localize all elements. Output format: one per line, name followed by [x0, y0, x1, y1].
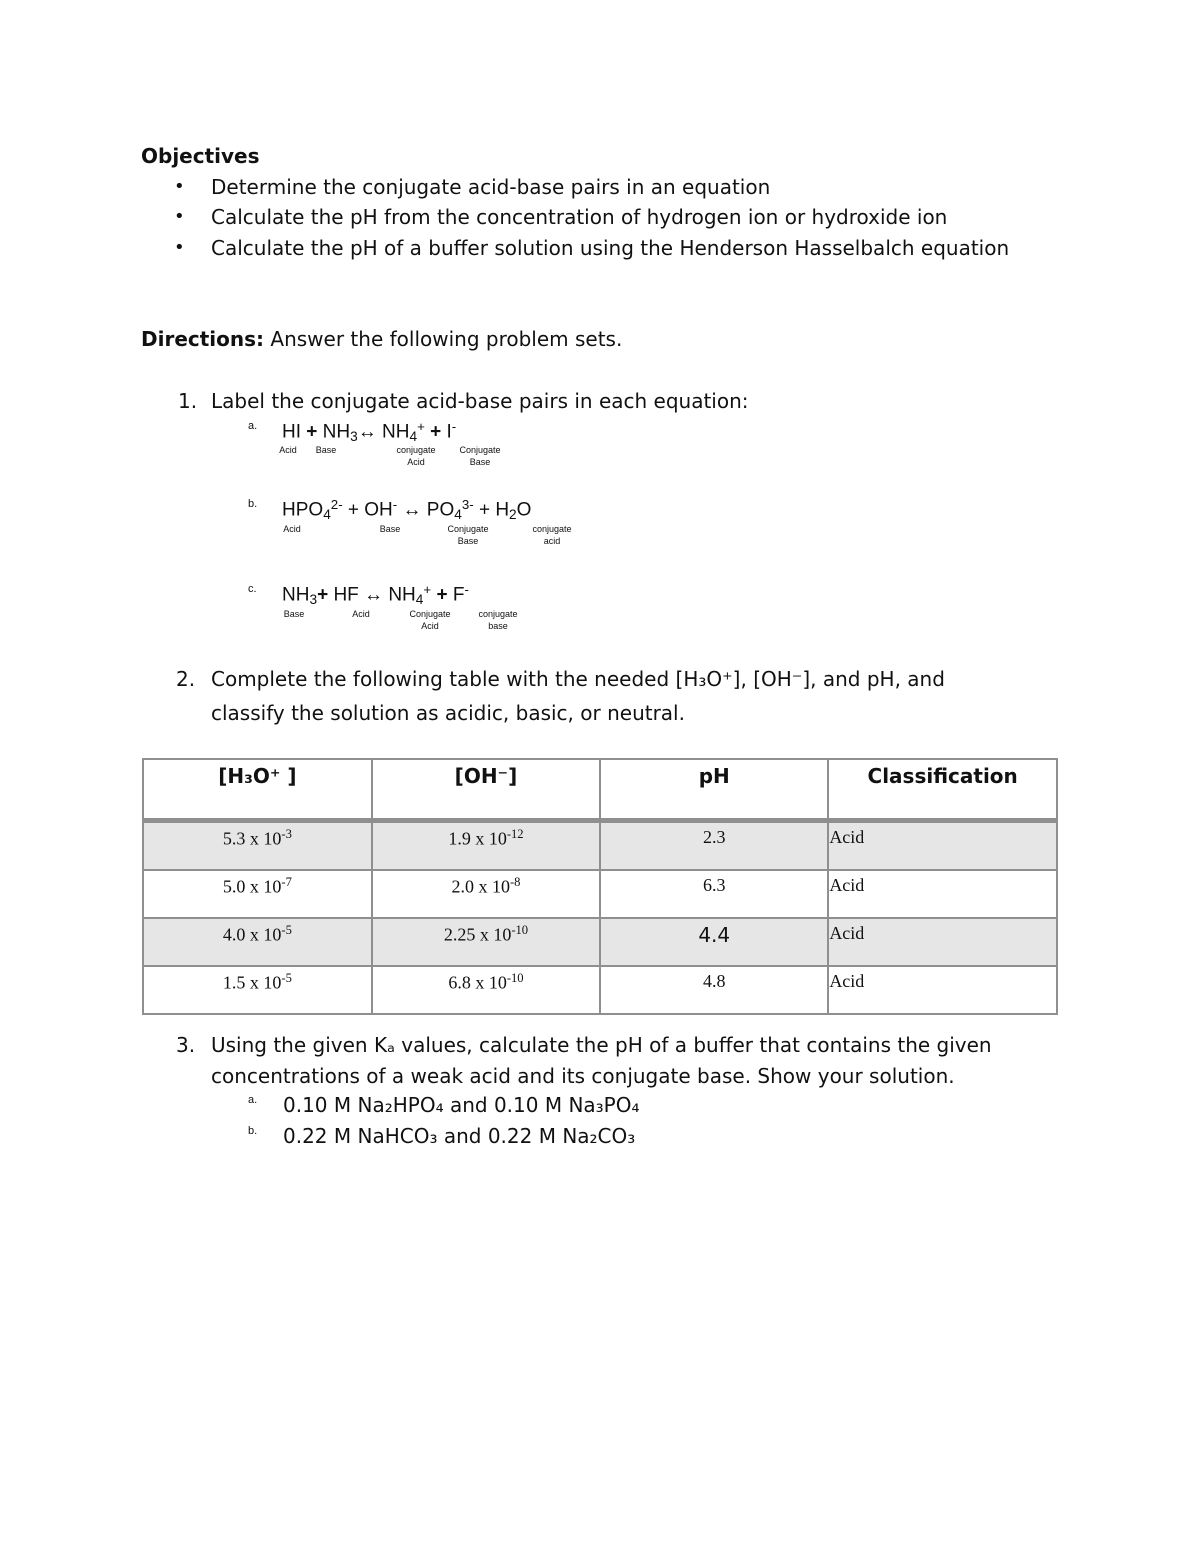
header-classification: Classification: [828, 759, 1057, 821]
cell-ph: 4.8: [600, 966, 828, 1014]
label-base: Base: [379, 524, 401, 534]
q1c-letter: c.: [248, 583, 257, 595]
q1b-letter: b.: [248, 498, 258, 510]
q2-number: 2.: [176, 667, 196, 691]
header-h3o: [H₃O⁺ ]: [143, 759, 372, 821]
objective-item: Calculate the pH from the concentration of hydrogen ion or hydroxide ion: [211, 205, 948, 229]
q3-line1: Using the given Kₐ values, calculate the pH of a buffer that contains the given: [211, 1033, 992, 1057]
label-base: Base: [283, 609, 305, 619]
table-header-row: [143, 759, 1057, 821]
equation-a: HI + $NH_3\leftrightarrow$ $NH_4^+ + I^-$: [282, 419, 457, 445]
q2-line1: Complete the following table with the needed [H₃O⁺], [OH⁻], and pH, and: [211, 667, 945, 691]
bullet-icon: •: [174, 176, 185, 197]
cell-ph: 2.3: [600, 821, 828, 871]
cell-classification: Acid: [828, 918, 1057, 966]
cell-classification: Acid: [828, 966, 1057, 1014]
label-conjugate-base: conjugate base: [478, 609, 518, 631]
cell-oh: 1.9 x $10^{-12}$: [372, 821, 600, 871]
label-conjugate-acid: conjugate acid: [532, 524, 572, 546]
q3-line2: concentrations of a weak acid and its conjugate base. Show your solution.: [211, 1064, 955, 1088]
cell-oh: 2.25 x $10^{-10}$: [372, 918, 600, 966]
q3a-letter: a.: [248, 1094, 258, 1106]
q1-text: Label the conjugate acid-base pairs in each equation:: [211, 389, 749, 413]
equation-c: $NH_3+$ HF ↔ $NH_4^+ + F^-$: [282, 582, 469, 608]
header-ph: pH: [600, 759, 828, 821]
label-acid: Acid: [279, 445, 297, 455]
cell-h3o: 4.0 x $10^{-5}$: [143, 918, 372, 966]
label-acid: Acid: [352, 609, 370, 619]
label-conjugate-base: Conjugate Base: [459, 445, 501, 467]
directions: [141, 327, 622, 351]
directions-text: Answer the following problem sets.: [264, 327, 623, 351]
cell-ph: 6.3: [600, 870, 828, 918]
label-acid: Acid: [283, 524, 301, 534]
cell-h3o: 1.5 x $10^{-5}$: [143, 966, 372, 1014]
label-base: Base: [315, 445, 337, 455]
q1-number: 1.: [178, 389, 198, 413]
objectives-heading: Objectives: [141, 144, 260, 168]
table-row: [143, 966, 1057, 1014]
bullet-icon: •: [174, 206, 185, 227]
q3-number: 3.: [176, 1033, 196, 1057]
bullet-icon: •: [174, 237, 185, 258]
q3a-text: 0.10 M Na₂HPO₄ and 0.10 M Na₃PO₄: [283, 1093, 640, 1117]
directions-label: Directions:: [141, 327, 265, 351]
cell-classification: Acid: [828, 870, 1057, 918]
cell-oh: 2.0 x $10^{-8}$: [372, 870, 600, 918]
objective-item: Calculate the pH of a buffer solution using the Henderson Hasselbalch equation: [211, 236, 1010, 260]
q3b-text: 0.22 M NaHCO₃ and 0.22 M Na₂CO₃: [283, 1124, 636, 1148]
label-conjugate-acid: conjugate Acid: [396, 445, 436, 467]
q3b-letter: b.: [248, 1125, 258, 1137]
q1a-letter: a.: [248, 420, 258, 432]
table-row: [143, 870, 1057, 918]
cell-oh: 6.8 x $10^{-10}$: [372, 966, 600, 1014]
cell-ph: 4.4: [600, 918, 828, 966]
cell-h3o: 5.0 x $10^{-7}$: [143, 870, 372, 918]
objective-item: Determine the conjugate acid-base pairs in an equation: [211, 175, 771, 199]
equation-b: $HPO_4^{2-} + OH^-$ ↔ $PO_4^{3-} + H_2O$: [282, 497, 532, 523]
cell-h3o: 5.3 x $10^{-3}$: [143, 821, 372, 871]
table-row: [143, 821, 1057, 871]
data-table: [142, 758, 1058, 1015]
label-conjugate-acid: Conjugate Acid: [409, 609, 451, 631]
label-conjugate-base: Conjugate Base: [447, 524, 489, 546]
header-oh: [OH⁻]: [372, 759, 600, 821]
table-row: [143, 918, 1057, 966]
q2-line2: classify the solution as acidic, basic, or neutral.: [211, 701, 685, 725]
cell-classification: Acid: [828, 821, 1057, 871]
